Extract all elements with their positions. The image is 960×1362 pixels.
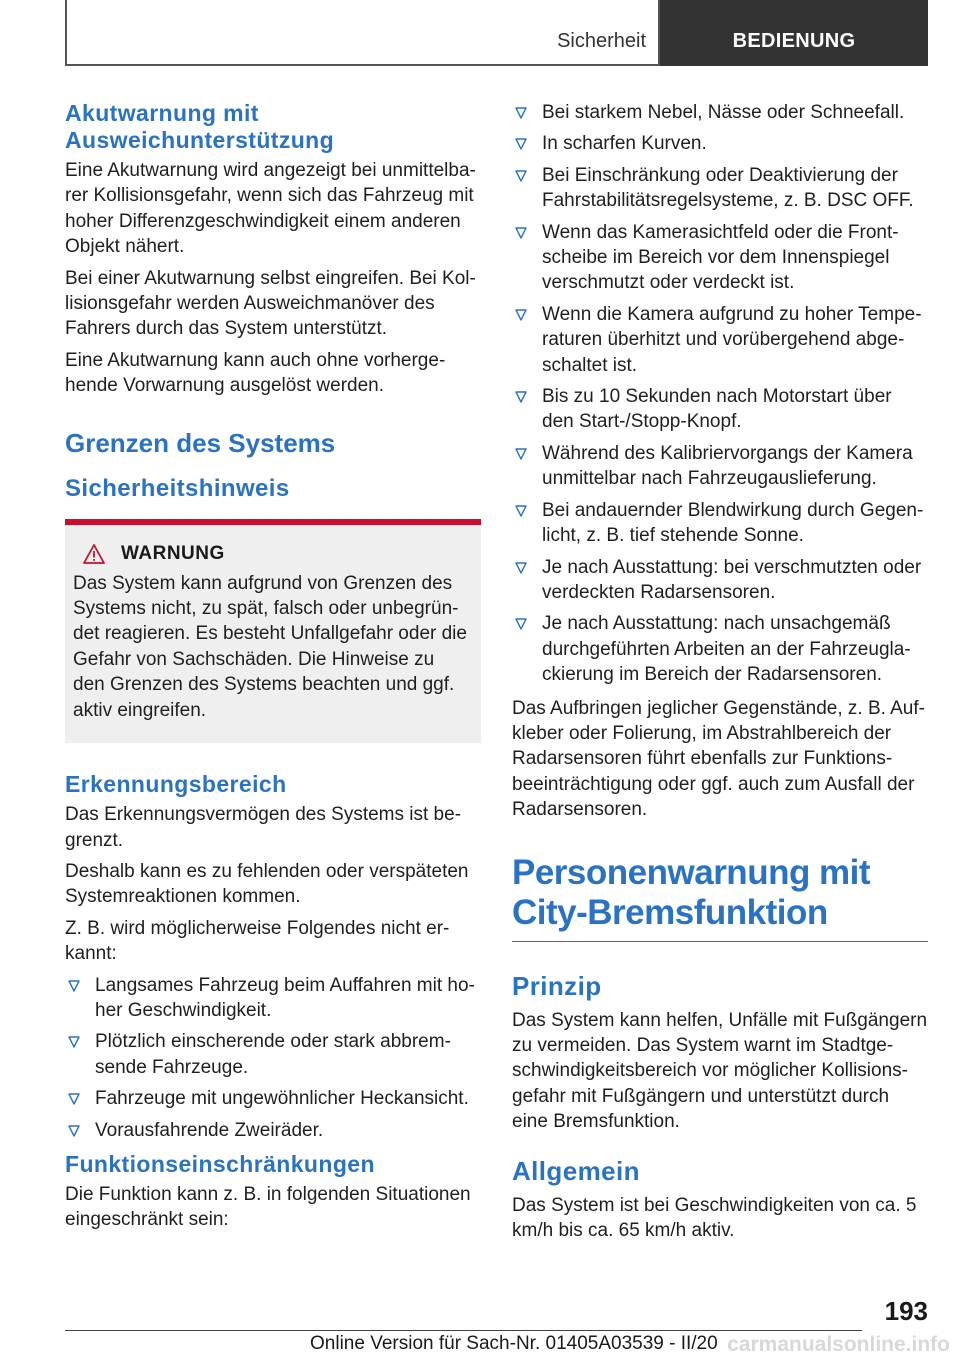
list-item: Während des Kalibriervorgangs der Kamera unmittelbar nach Fahrzeugauslieferung. (512, 441, 928, 492)
triangle-bullet-icon (515, 618, 527, 630)
warning-title: WARNUNG (121, 542, 225, 564)
list-item: Bis zu 10 Sekunden nach Motorstart über den Start-/Stopp-Knopf. (512, 384, 928, 435)
list-item: Plötzlich einscherende oder stark abbremsende Fahrzeuge. (65, 1029, 481, 1080)
triangle-bullet-icon (68, 1036, 80, 1048)
watermark: carmanualsonline.info (727, 1333, 950, 1356)
left-column (65, 100, 481, 1239)
heading-grenzen: Grenzen des Systems (65, 427, 336, 458)
list-item: Je nach Ausstattung: bei verschmutzten oder verdeckten Radarsensoren. (512, 555, 928, 606)
list-item: Wenn die Kamera aufgrund zu hoher Temperaturen überhitzt und vorübergehend abgeschaltet ist. (512, 302, 928, 378)
header-chapter-tab: BEDIENUNG (658, 0, 928, 66)
triangle-bullet-icon (515, 562, 527, 574)
triangle-bullet-icon (515, 227, 527, 239)
heading-erkennungsbereich: Erkennungsbereich (65, 771, 287, 798)
paragraph: Das System kann helfen, Unfälle mit Fußgängern zu vermeiden. Das System warnt im Stadtgeschwindigkeitsbereich vor möglicher Kollisionsgefahr mit Fußgängern und unterstützt durch eine Bremsfunktion. (512, 1009, 928, 1133)
page-header (65, 0, 928, 66)
list-item: Bei starkem Nebel, Nässe oder Schneefall. (512, 100, 928, 125)
list-funktion (512, 100, 928, 688)
list-item: Vorausfahrende Zweiräder. (65, 1118, 481, 1143)
footer-rule (65, 1330, 862, 1331)
list-item: Bei Einschränkung oder Deaktivierung der Fahrstabilitätsregelsysteme, z. B. DSC OFF. (512, 163, 928, 214)
triangle-bullet-icon (515, 309, 527, 321)
header-section-title: Sicherheit (557, 30, 646, 52)
triangle-bullet-icon (68, 980, 80, 992)
triangle-bullet-icon (68, 1093, 80, 1105)
paragraph: Eine Akutwarnung kann auch ohne vorhergehende Vorwarnung ausgelöst werden. (65, 349, 446, 397)
heading-personenwarnung: Personenwarnung mit City-Bremsfunktion (512, 853, 928, 942)
right-column (512, 100, 928, 1249)
paragraph: Deshalb kann es zu fehlenden oder verspäteten Systemreaktionen kommen. (65, 860, 469, 908)
heading-funktionseinschraenkungen: Funktionseinschränkungen (65, 1150, 375, 1177)
triangle-bullet-icon (515, 107, 527, 119)
paragraph: Eine Akutwarnung wird angezeigt bei unmittelbarer Kollisionsgefahr, wenn sich das Fahrzeug mit hoher Differenzgeschwindigkeit einem anderen Objekt nähert. (65, 160, 476, 258)
warning-box (65, 519, 481, 743)
triangle-bullet-icon (68, 1125, 80, 1137)
warning-triangle-icon (83, 544, 105, 564)
triangle-bullet-icon (515, 448, 527, 460)
paragraph: Das System ist bei Geschwindigkeiten von ca. 5 km/h bis ca. 65 km/h aktiv. (512, 1194, 917, 1241)
triangle-bullet-icon (515, 138, 527, 150)
triangle-bullet-icon (515, 505, 527, 517)
heading-akutwarnung: Akutwarnung mit Ausweichunterstützung (65, 100, 335, 153)
heading-sicherheitshinweis: Sicherheitshinweis (65, 474, 290, 502)
page-number: 193 (884, 1296, 928, 1326)
list-item: Wenn das Kamerasichtfeld oder die Frontscheibe im Bereich vor dem Innenspiegel verschmutzt oder verdeckt ist. (512, 220, 928, 296)
list-item: Je nach Ausstattung: nach unsachgemäß durchgeführten Arbeiten an der Fahrzeuglackierung im Bereich der Radarsensoren. (512, 611, 928, 687)
list-erkennung (65, 973, 481, 1143)
warning-text: Das System kann aufgrund von Grenzen des Systems nicht, zu spät, falsch oder unbegründet reagieren. Es besteht Unfallgefahr oder die Gefahr von Sachschäden. Die Hinweise zu den Grenzen des Systems beachten und ggf. aktiv eingreifen. (73, 572, 467, 721)
triangle-bullet-icon (515, 391, 527, 403)
paragraph: Das Erkennungsvermögen des Systems ist begrenzt. (65, 804, 462, 851)
list-item: Bei andauernder Blendwirkung durch Gegenlicht, z. B. tief stehende Sonne. (512, 498, 928, 549)
warning-header (73, 543, 471, 565)
heading-prinzip: Prinzip (512, 970, 602, 1001)
list-item: In scharfen Kurven. (512, 131, 928, 156)
list-item: Langsames Fahrzeug beim Auffahren mit hoher Geschwindigkeit. (65, 973, 481, 1024)
heading-allgemein: Allgemein (512, 1155, 640, 1186)
paragraph: Die Funktion kann z. B. in folgenden Situationen eingeschränkt sein: (65, 1183, 471, 1231)
list-item: Fahrzeuge mit ungewöhnlicher Heckansicht. (65, 1086, 481, 1111)
paragraph: Bei einer Akutwarnung selbst eingreifen. Bei Kollisionsgefahr werden Ausweichmanöver des Fahrers durch das System unterstützt. (65, 267, 476, 340)
paragraph: Das Aufbringen jeglicher Gegenstände, z. B. Aufkleber oder Folierung, im Abstrahlbereich der Radarsensoren führt ebenfalls zur Funktionsbeeinträchtigung oder ggf. auch zum Ausfall der Radarsensoren. (512, 697, 925, 821)
paragraph: Z. B. wird möglicherweise Folgendes nicht erkannt: (65, 917, 450, 965)
header-rule (67, 64, 658, 66)
triangle-bullet-icon (515, 170, 527, 182)
footer-version-text: Online Version für Sach-Nr. 01405A03539 - II/20 (310, 1333, 718, 1354)
